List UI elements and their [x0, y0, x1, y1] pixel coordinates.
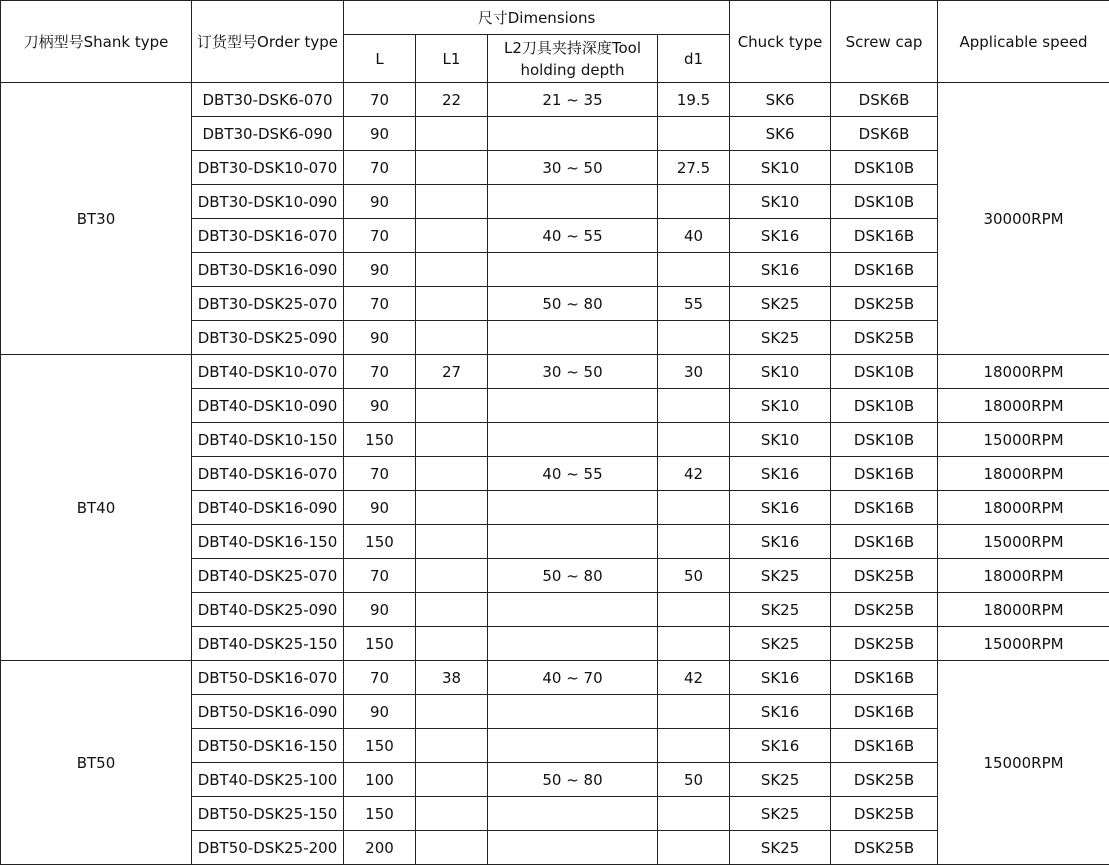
order-cell: DBT50-DSK16-070 [192, 661, 344, 695]
l1-cell [416, 185, 488, 219]
l-cell: 90 [344, 185, 416, 219]
chuck-cell: SK25 [730, 831, 831, 865]
table-body [1, 83, 1109, 865]
speed-cell: 15000RPM [938, 423, 1109, 457]
l1-cell [416, 831, 488, 865]
l1-cell [416, 559, 488, 593]
chuck-cell: SK6 [730, 117, 831, 151]
l-cell: 90 [344, 695, 416, 729]
l-cell: 70 [344, 83, 416, 117]
cap-cell: DSK25B [831, 593, 938, 627]
l2-cell [488, 117, 658, 151]
order-cell: DBT30-DSK25-090 [192, 321, 344, 355]
order-cell: DBT40-DSK25-090 [192, 593, 344, 627]
shank-cell: BT40 [1, 355, 192, 661]
order-cell: DBT30-DSK10-090 [192, 185, 344, 219]
cap-cell: DSK6B [831, 83, 938, 117]
l2-cell [488, 525, 658, 559]
speed-cell: 18000RPM [938, 593, 1109, 627]
l-cell: 90 [344, 321, 416, 355]
order-cell: DBT40-DSK10-150 [192, 423, 344, 457]
cap-cell: DSK25B [831, 831, 938, 865]
d1-cell: 40 [658, 219, 730, 253]
header-l2-holding-depth: L2刀具夹持深度Tool holding depth [488, 35, 658, 83]
speed-cell: 18000RPM [938, 491, 1109, 525]
d1-cell [658, 117, 730, 151]
l2-cell [488, 695, 658, 729]
order-cell: DBT30-DSK6-070 [192, 83, 344, 117]
d1-cell: 30 [658, 355, 730, 389]
l1-cell [416, 763, 488, 797]
d1-cell: 19.5 [658, 83, 730, 117]
d1-cell [658, 627, 730, 661]
order-cell: DBT30-DSK25-070 [192, 287, 344, 321]
chuck-cell: SK10 [730, 389, 831, 423]
l2-cell [488, 627, 658, 661]
d1-cell [658, 185, 730, 219]
l1-cell: 22 [416, 83, 488, 117]
chuck-cell: SK25 [730, 559, 831, 593]
order-cell: DBT40-DSK25-100 [192, 763, 344, 797]
l1-cell [416, 525, 488, 559]
cap-cell: DSK10B [831, 355, 938, 389]
chuck-cell: SK10 [730, 355, 831, 389]
l-cell: 70 [344, 457, 416, 491]
speed-cell: 18000RPM [938, 559, 1109, 593]
cap-cell: DSK25B [831, 559, 938, 593]
d1-cell [658, 729, 730, 763]
d1-cell: 42 [658, 457, 730, 491]
header-screw-cap: Screw cap [831, 1, 938, 83]
l2-cell: 40 ~ 55 [488, 457, 658, 491]
l-cell: 150 [344, 423, 416, 457]
l-cell: 90 [344, 253, 416, 287]
d1-cell: 42 [658, 661, 730, 695]
l2-cell: 40 ~ 55 [488, 219, 658, 253]
order-cell: DBT50-DSK25-150 [192, 797, 344, 831]
l-cell: 70 [344, 559, 416, 593]
l2-cell: 50 ~ 80 [488, 287, 658, 321]
order-cell: DBT30-DSK6-090 [192, 117, 344, 151]
chuck-cell: SK6 [730, 83, 831, 117]
l2-cell [488, 321, 658, 355]
l1-cell [416, 151, 488, 185]
l1-cell [416, 287, 488, 321]
l2-cell [488, 253, 658, 287]
l1-cell: 27 [416, 355, 488, 389]
cap-cell: DSK25B [831, 627, 938, 661]
cap-cell: DSK16B [831, 525, 938, 559]
l-cell: 90 [344, 593, 416, 627]
l2-cell: 21 ~ 35 [488, 83, 658, 117]
l1-cell [416, 695, 488, 729]
l1-cell [416, 729, 488, 763]
l1-cell [416, 117, 488, 151]
chuck-cell: SK25 [730, 593, 831, 627]
l-cell: 150 [344, 525, 416, 559]
header-dimensions: 尺寸Dimensions [344, 1, 730, 35]
d1-cell [658, 389, 730, 423]
speed-cell: 15000RPM [938, 661, 1109, 865]
l1-cell [416, 423, 488, 457]
l-cell: 70 [344, 661, 416, 695]
cap-cell: DSK10B [831, 389, 938, 423]
header-l: L [344, 35, 416, 83]
l-cell: 200 [344, 831, 416, 865]
cap-cell: DSK25B [831, 797, 938, 831]
cap-cell: DSK16B [831, 661, 938, 695]
order-cell: DBT40-DSK16-150 [192, 525, 344, 559]
d1-cell [658, 695, 730, 729]
shank-cell: BT30 [1, 83, 192, 355]
chuck-cell: SK10 [730, 423, 831, 457]
l1-cell [416, 253, 488, 287]
cap-cell: DSK25B [831, 763, 938, 797]
cap-cell: DSK6B [831, 117, 938, 151]
chuck-cell: SK25 [730, 627, 831, 661]
l1-cell [416, 389, 488, 423]
order-cell: DBT40-DSK10-070 [192, 355, 344, 389]
d1-cell: 50 [658, 559, 730, 593]
table-row [1, 83, 1109, 117]
l2-cell [488, 423, 658, 457]
l-cell: 150 [344, 797, 416, 831]
cap-cell: DSK16B [831, 219, 938, 253]
shank-cell: BT50 [1, 661, 192, 865]
speed-cell: 15000RPM [938, 627, 1109, 661]
order-cell: DBT30-DSK16-070 [192, 219, 344, 253]
d1-cell: 27.5 [658, 151, 730, 185]
chuck-cell: SK10 [730, 185, 831, 219]
speed-cell: 30000RPM [938, 83, 1109, 355]
table-header [1, 1, 1109, 83]
cap-cell: DSK16B [831, 457, 938, 491]
l2-cell [488, 831, 658, 865]
cap-cell: DSK16B [831, 695, 938, 729]
cap-cell: DSK16B [831, 491, 938, 525]
d1-cell [658, 593, 730, 627]
d1-cell [658, 423, 730, 457]
l2-cell [488, 593, 658, 627]
l2-cell [488, 185, 658, 219]
table-row [1, 661, 1109, 695]
order-cell: DBT40-DSK10-090 [192, 389, 344, 423]
l1-cell [416, 797, 488, 831]
l1-cell [416, 593, 488, 627]
l-cell: 150 [344, 729, 416, 763]
order-cell: DBT40-DSK25-070 [192, 559, 344, 593]
cap-cell: DSK16B [831, 729, 938, 763]
l2-cell: 50 ~ 80 [488, 559, 658, 593]
l-cell: 150 [344, 627, 416, 661]
header-d1: d1 [658, 35, 730, 83]
chuck-cell: SK25 [730, 763, 831, 797]
d1-cell [658, 491, 730, 525]
d1-cell [658, 525, 730, 559]
l1-cell [416, 219, 488, 253]
d1-cell [658, 253, 730, 287]
order-cell: DBT40-DSK16-070 [192, 457, 344, 491]
d1-cell: 55 [658, 287, 730, 321]
order-cell: DBT40-DSK25-150 [192, 627, 344, 661]
chuck-cell: SK16 [730, 457, 831, 491]
chuck-cell: SK16 [730, 695, 831, 729]
l-cell: 70 [344, 355, 416, 389]
l1-cell [416, 627, 488, 661]
l2-cell: 50 ~ 80 [488, 763, 658, 797]
chuck-cell: SK10 [730, 151, 831, 185]
l2-cell: 30 ~ 50 [488, 151, 658, 185]
l-cell: 70 [344, 219, 416, 253]
cap-cell: DSK25B [831, 321, 938, 355]
chuck-cell: SK25 [730, 797, 831, 831]
l2-cell [488, 491, 658, 525]
l2-cell [488, 729, 658, 763]
header-order-type: 订货型号Order type [192, 1, 344, 83]
cap-cell: DSK10B [831, 185, 938, 219]
order-cell: DBT50-DSK16-090 [192, 695, 344, 729]
d1-cell [658, 831, 730, 865]
d1-cell [658, 321, 730, 355]
cap-cell: DSK10B [831, 151, 938, 185]
order-cell: DBT50-DSK16-150 [192, 729, 344, 763]
l2-cell: 30 ~ 50 [488, 355, 658, 389]
chuck-cell: SK25 [730, 287, 831, 321]
order-cell: DBT50-DSK25-200 [192, 831, 344, 865]
l1-cell [416, 457, 488, 491]
d1-cell [658, 797, 730, 831]
l1-cell: 38 [416, 661, 488, 695]
l-cell: 70 [344, 287, 416, 321]
chuck-cell: SK16 [730, 729, 831, 763]
speed-cell: 15000RPM [938, 525, 1109, 559]
header-chuck-type: Chuck type [730, 1, 831, 83]
header-shank-type: 刀柄型号Shank type [1, 1, 192, 83]
chuck-cell: SK16 [730, 525, 831, 559]
l-cell: 100 [344, 763, 416, 797]
l-cell: 90 [344, 491, 416, 525]
l-cell: 70 [344, 151, 416, 185]
cap-cell: DSK16B [831, 253, 938, 287]
order-cell: DBT30-DSK16-090 [192, 253, 344, 287]
chuck-cell: SK16 [730, 253, 831, 287]
speed-cell: 18000RPM [938, 457, 1109, 491]
l2-cell [488, 389, 658, 423]
header-applicable-speed: Applicable speed [938, 1, 1109, 83]
l-cell: 90 [344, 389, 416, 423]
table-row [1, 355, 1109, 389]
chuck-cell: SK16 [730, 219, 831, 253]
cap-cell: DSK10B [831, 423, 938, 457]
order-cell: DBT40-DSK16-090 [192, 491, 344, 525]
l1-cell [416, 491, 488, 525]
chuck-cell: SK25 [730, 321, 831, 355]
l1-cell [416, 321, 488, 355]
order-cell: DBT30-DSK10-070 [192, 151, 344, 185]
speed-cell: 18000RPM [938, 389, 1109, 423]
chuck-cell: SK16 [730, 491, 831, 525]
l-cell: 90 [344, 117, 416, 151]
header-l1: L1 [416, 35, 488, 83]
d1-cell: 50 [658, 763, 730, 797]
l2-cell [488, 797, 658, 831]
speed-cell: 18000RPM [938, 355, 1109, 389]
l2-cell: 40 ~ 70 [488, 661, 658, 695]
chuck-cell: SK16 [730, 661, 831, 695]
cap-cell: DSK25B [831, 287, 938, 321]
